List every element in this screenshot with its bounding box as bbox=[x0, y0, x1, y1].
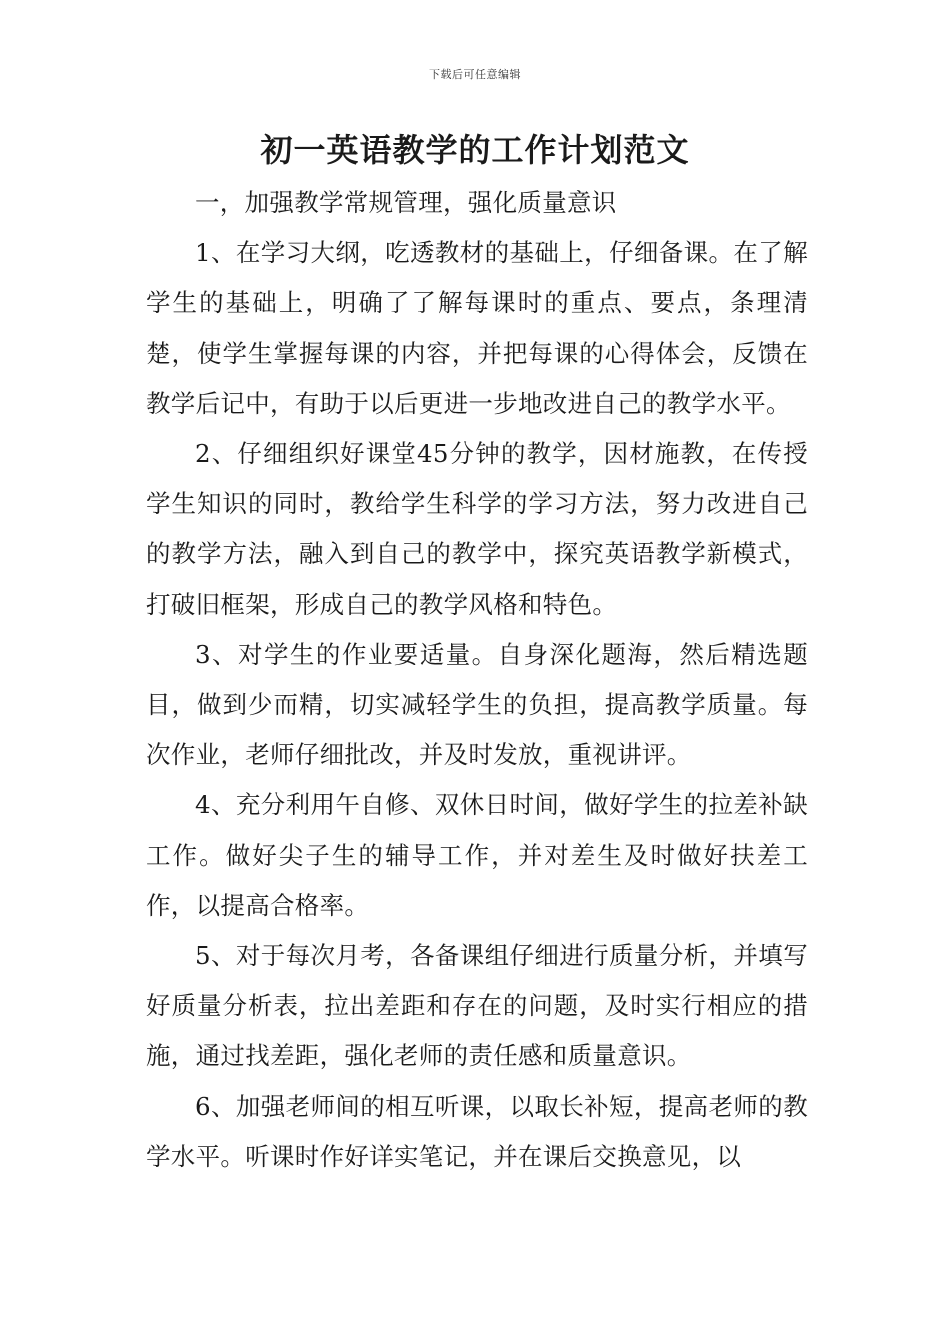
paragraph-item-3: 3、对学生的作业要适量。自身深化题海，然后精选题目，做到少而精，切实减轻学生的负担，提高教学质量。每次作业，老师仔细批改，并及时发放，重视讲评。 bbox=[146, 639, 808, 770]
paragraph-item-2: 2、仔细组织好课堂45分钟的教学，因材施教，在传授学生知识的同时，教给学生科学的学习方法，努力改进自己的教学方法，融入到自己的教学中，探究英语教学新模式，打破旧框架，形成自己的教学风格和特色。 bbox=[146, 439, 808, 619]
paragraph-item-4: 4、充分利用午自修、双休日时间，做好学生的拉差补缺工作。做好尖子生的辅导工作，并对差生及时做好扶差工作，以提高合格率。 bbox=[146, 790, 808, 920]
document-title: 初一英语教学的工作计划范文 bbox=[260, 131, 690, 169]
document-body bbox=[146, 178, 808, 1182]
paragraph-item-1: 1、在学习大纲，吃透教材的基础上，仔细备课。在了解学生的基础上，明确了了解每课时的重点、要点，条理清楚，使学生掌握每课的内容，并把每课的心得体会，反馈在教学后记中，有助于以后更进一步地改进自己的教学水平。 bbox=[146, 238, 808, 418]
section-heading: 一，加强教学常规管理，强化质量意识 bbox=[195, 188, 617, 217]
page-header-note: 下载后可任意编辑 bbox=[429, 68, 521, 81]
paragraph-item-5: 5、对于每次月考，各备课组仔细进行质量分析，并填写好质量分析表，拉出差距和存在的问题，及时实行相应的措施，通过找差距，强化老师的责任感和质量意识。 bbox=[146, 941, 808, 1071]
paragraph-item-6: 6、加强老师间的相互听课，以取长补短，提高老师的教学水平。听课时作好详实笔记，并在课后交换意见，以 bbox=[146, 1091, 808, 1171]
